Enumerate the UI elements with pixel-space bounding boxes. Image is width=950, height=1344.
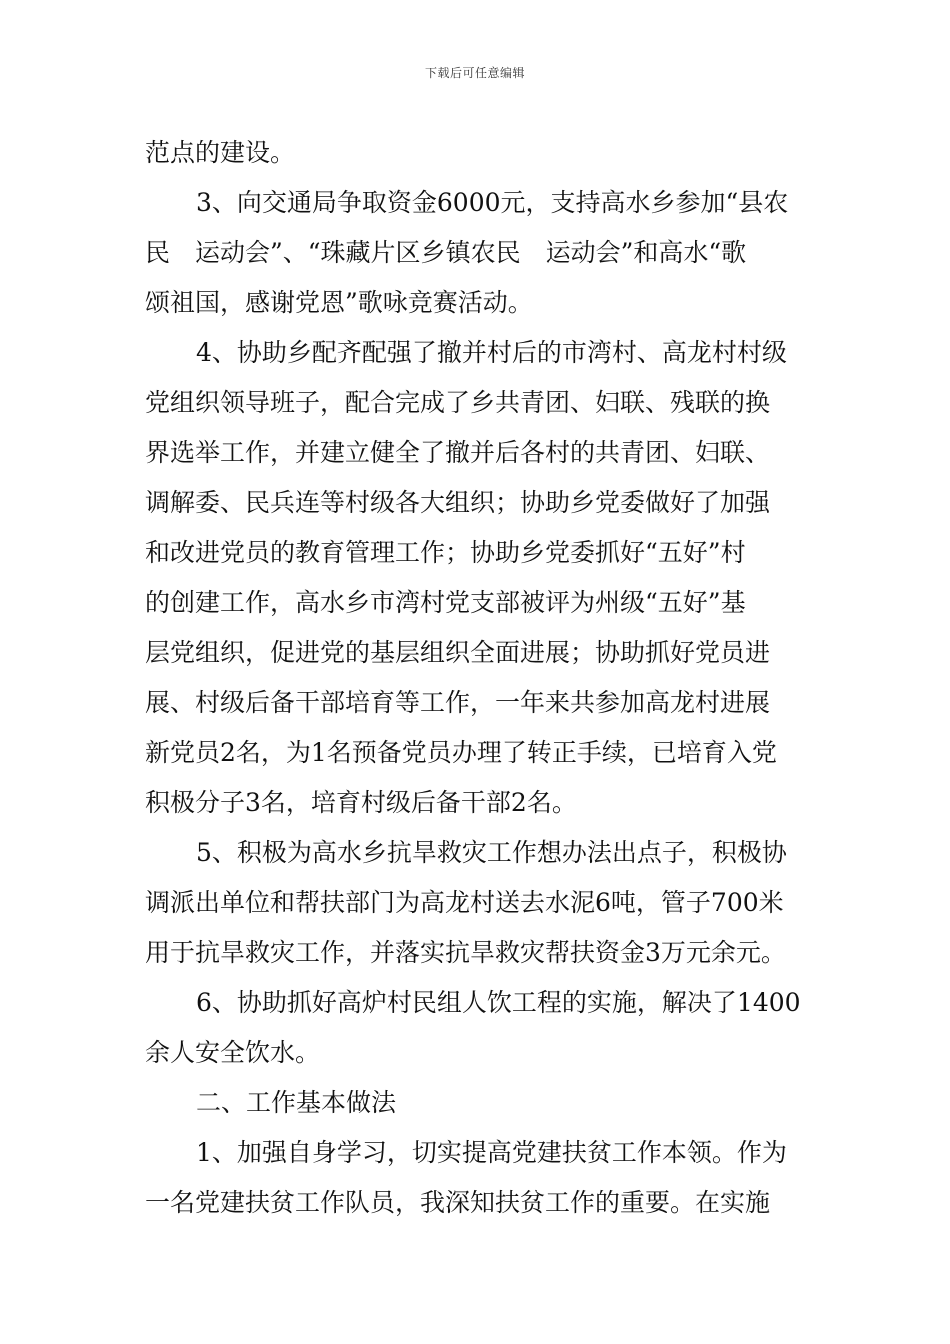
text-line: 1、加强自身学习，切实提高党建扶贫工作本领。作为	[196, 1138, 787, 1167]
text-line: 范点的建设。	[145, 138, 296, 167]
text-line: 调解委、民兵连等村级各大组织；协助乡党委做好了加强	[145, 488, 771, 517]
text-line: 3、向交通局争取资金6000元，支持高水乡参加“县农	[196, 188, 789, 217]
text-line: 4、协助乡配齐配强了撤并村后的市湾村、高龙村村级	[196, 338, 787, 367]
text-line: 二、工作基本做法	[196, 1088, 397, 1117]
text-line: 和改进党员的教育管理工作；协助乡党委抓好“五好”村	[145, 538, 746, 567]
text-line: 6、协助抓好高炉村民组人饮工程的实施，解决了1400	[196, 988, 801, 1017]
text-line: 层党组织，促进党的基层组织全面进展；协助抓好党员进	[145, 638, 771, 667]
text-line: 颂祖国，感谢党恩”歌咏竞赛活动。	[145, 288, 533, 317]
text-line: 的创建工作，高水乡市湾村党支部被评为州级“五好”基	[145, 588, 746, 617]
text-line: 展、村级后备干部培育等工作，一年来共参加高龙村进展	[145, 688, 771, 717]
text-line: 积极分子3名，培育村级后备干部2名。	[145, 788, 577, 817]
page-header: 下载后可任意编辑	[424, 66, 525, 80]
document-body	[145, 128, 807, 1228]
text-line: 新党员2名，为1名预备党员办理了转正手续，已培育入党	[145, 738, 777, 767]
text-line: 5、积极为高水乡抗旱救灾工作想办法出点子，积极协	[196, 838, 787, 867]
text-line: 一名党建扶贫工作队员，我深知扶贫工作的重要。在实施	[145, 1188, 771, 1217]
text-line: 民 运动会”、“珠藏片区乡镇农民 运动会”和高水“歌	[145, 238, 747, 267]
text-line: 用于抗旱救灾工作，并落实抗旱救灾帮扶资金3万元余元。	[145, 938, 786, 967]
text-line: 界选举工作，并建立健全了撤并后各村的共青团、妇联、	[145, 438, 771, 467]
text-line: 余人安全饮水。	[145, 1038, 321, 1067]
text-line: 党组织领导班子，配合完成了乡共青团、妇联、残联的换	[145, 388, 771, 417]
text-line: 调派出单位和帮扶部门为高龙村送去水泥6吨，管子700米	[145, 888, 784, 917]
